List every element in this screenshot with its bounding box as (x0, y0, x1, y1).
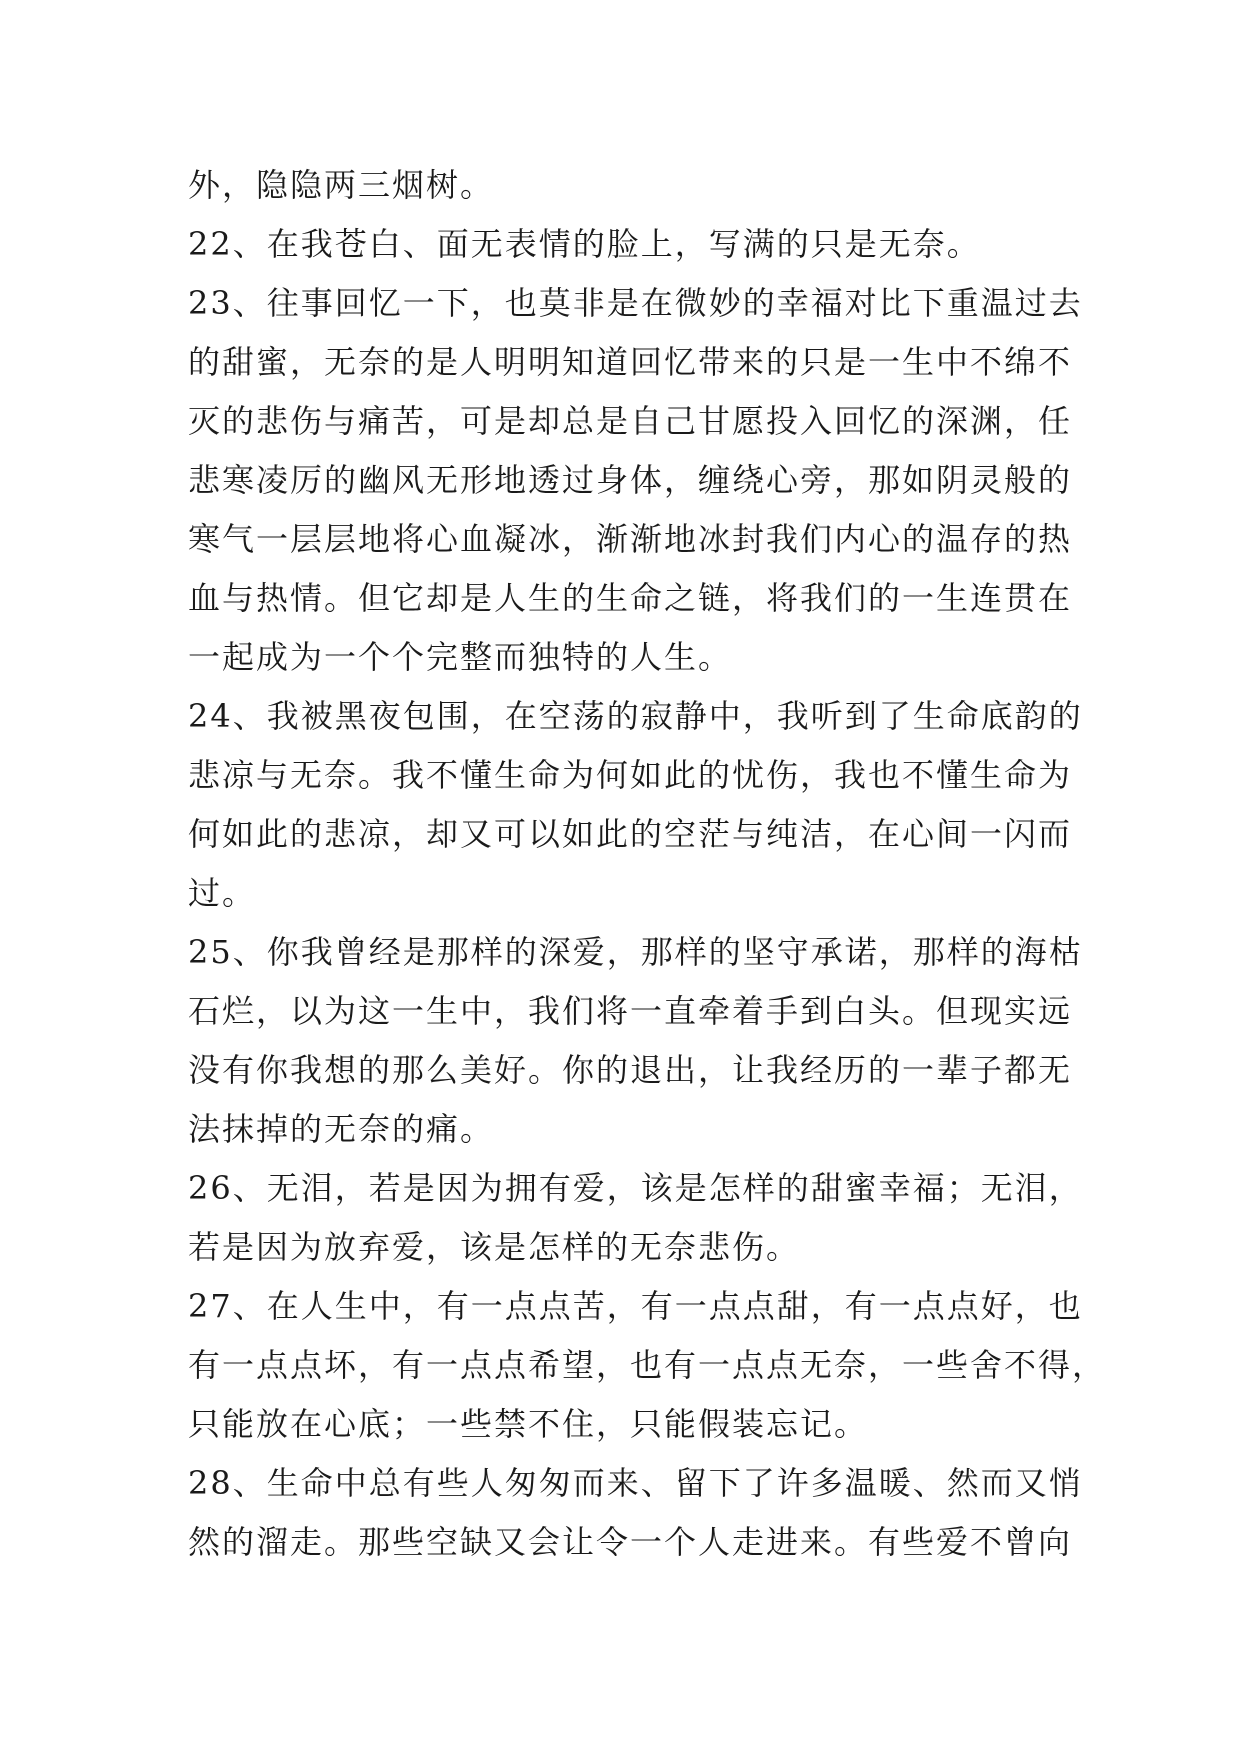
text-line: 23、往事回忆一下，也莫非是在微妙的幸福对比下重温过去 (188, 284, 1083, 322)
text-line: 27、在人生中，有一点点苦，有一点点甜，有一点点好，也 (188, 1287, 1083, 1325)
text-line: 过。 (188, 874, 257, 912)
text-line: 22、在我苍白、面无表情的脸上，写满的只是无奈。 (188, 225, 981, 263)
text-line: 没有你我想的那么美好。你的退出，让我经历的一辈子都无 (188, 1051, 1073, 1089)
text-line: 然的溜走。那些空缺又会让令一个人走进来。有些爱不曾向 (188, 1523, 1073, 1561)
text-line: 法抹掉的无奈的痛。 (188, 1110, 495, 1148)
text-line: 血与热情。但它却是人生的生命之链，将我们的一生连贯在 (188, 579, 1073, 617)
text-line: 26、无泪，若是因为拥有爱，该是怎样的甜蜜幸福；无泪， (188, 1169, 1083, 1207)
text-line: 悲寒凌厉的幽风无形地透过身体，缠绕心旁，那如阴灵般的 (188, 461, 1073, 499)
text-line: 若是因为放弃爱，该是怎样的无奈悲伤。 (188, 1228, 801, 1266)
text-line: 的甜蜜，无奈的是人明明知道回忆带来的只是一生中不绵不 (188, 343, 1073, 381)
text-line: 25、你我曾经是那样的深爱，那样的坚守承诺，那样的海枯 (188, 933, 1083, 971)
text-line: 有一点点坏，有一点点希望，也有一点点无奈，一些舍不得， (188, 1346, 1107, 1384)
text-line: 寒气一层层地将心血凝冰，渐渐地冰封我们内心的温存的热 (188, 520, 1073, 558)
text-line: 石烂，以为这一生中，我们将一直牵着手到白头。但现实远 (188, 992, 1073, 1030)
text-line: 何如此的悲凉，却又可以如此的空茫与纯洁，在心间一闪而 (188, 815, 1073, 853)
text-line: 悲凉与无奈。我不懂生命为何如此的忧伤，我也不懂生命为 (188, 756, 1073, 794)
text-line: 28、生命中总有些人匆匆而来、留下了许多温暖、然而又悄 (188, 1464, 1083, 1502)
text-line: 灭的悲伤与痛苦，可是却总是自己甘愿投入回忆的深渊，任 (188, 402, 1073, 440)
text-line: 一起成为一个个完整而独特的人生。 (188, 638, 733, 676)
document-body (188, 156, 1107, 1572)
text-line: 只能放在心底；一些禁不住，只能假装忘记。 (188, 1405, 869, 1443)
text-line: 24、我被黑夜包围，在空荡的寂静中，我听到了生命底韵的 (188, 697, 1083, 735)
text-line: 外，隐隐两三烟树。 (188, 166, 495, 204)
